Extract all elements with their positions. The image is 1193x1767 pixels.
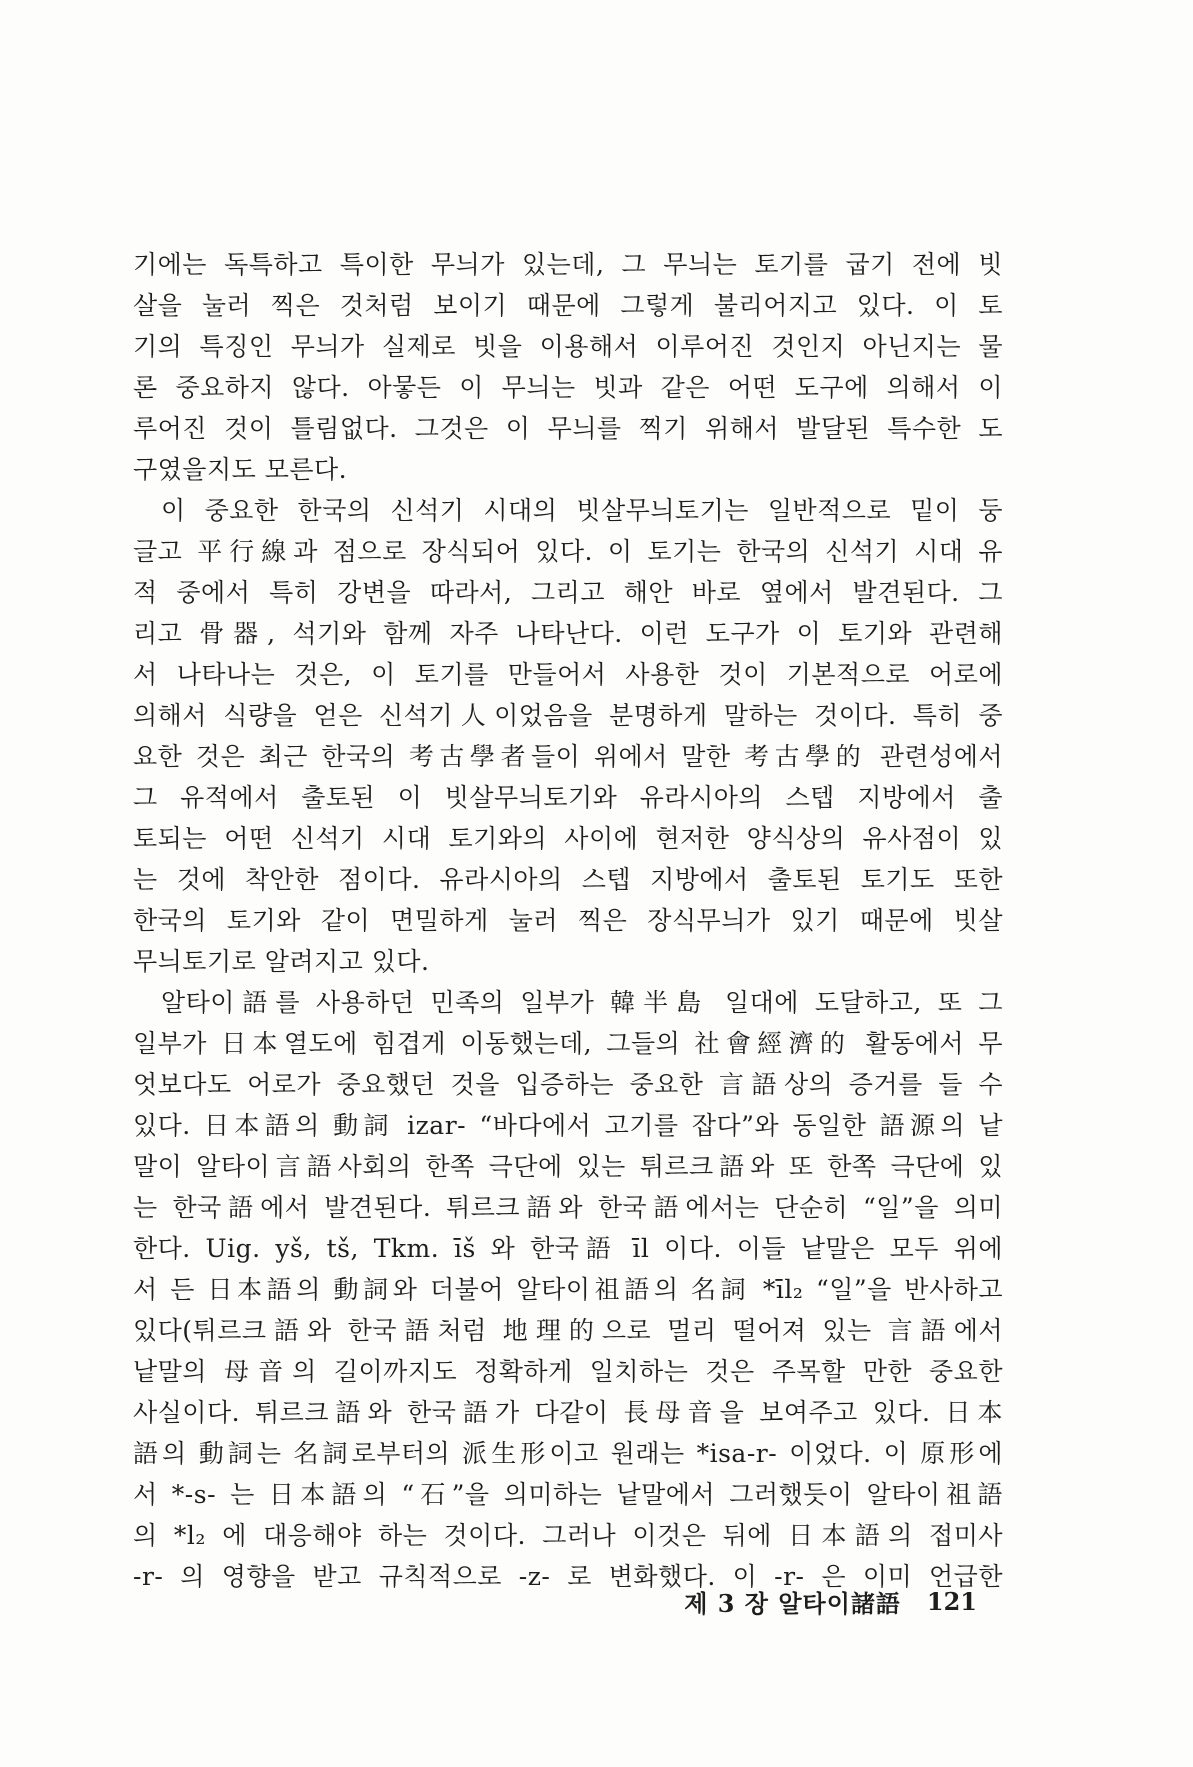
text-line: 한국의 토기와 같이 면밀하게 눌러 찍은 장식무늬가 있기 때문에 빗살: [133, 906, 1003, 935]
text-line: 알타이語를 사용하던 민족의 일부가 韓半島 일대에 도달하고, 또 그: [161, 988, 1003, 1017]
text-line: 語의 動詞는 名詞로부터의 派生形이고 원래는 *isa-r- 이었다. 이 原形에: [133, 1439, 1003, 1468]
text-line: 있다. 日本語의 動詞 izar- “바다에서 고기를 잡다”와 동일한 語源의 낱: [133, 1111, 1003, 1140]
text-line: 리고 骨器, 석기와 함께 자주 나타난다. 이런 도구가 이 토기와 관련해: [133, 619, 1003, 648]
text-line: 엇보다도 어로가 중요했던 것을 입증하는 중요한 言語상의 증거를 들 수: [133, 1070, 1003, 1099]
text-line: 서 *-s- 는 日本語의 “石”을 의미하는 낱말에서 그러했듯이 알타이祖語: [133, 1480, 1003, 1509]
text-line: 일부가 日本열도에 힘겹게 이동했는데, 그들의 社會經濟的 활동에서 무: [133, 1029, 1003, 1058]
text-line: 기에는 독특하고 특이한 무늬가 있는데, 그 무늬는 토기를 굽기 전에 빗: [133, 250, 1003, 279]
text-line: 한다. Uig. yš, tš, Tkm. īš 와 한국語 īl 이다. 이들 낱말은 모두 위에: [133, 1234, 1003, 1263]
text-line: 서 나타나는 것은, 이 토기를 만들어서 사용한 것이 기본적으로 어로에: [133, 660, 1003, 689]
text-line: 이 중요한 한국의 신석기 시대의 빗살무늬토기는 일반적으로 밑이 둥: [161, 496, 1003, 525]
text-line: 는 한국語에서 발견된다. 튀르크語와 한국語에서는 단순히 “일”을 의미: [133, 1193, 1003, 1222]
text-line: 의해서 식량을 얻은 신석기人이었음을 분명하게 말하는 것이다. 특히 중: [133, 701, 1003, 730]
text-line: 그 유적에서 출토된 이 빗살무늬토기와 유라시아의 스텝 지방에서 출: [133, 783, 1003, 812]
text-line: 사실이다. 튀르크語와 한국語가 다같이 長母音을 보여주고 있다. 日本: [133, 1398, 1003, 1427]
text-line: 낱말의 母音의 길이까지도 정확하게 일치하는 것은 주목할 만한 중요한: [133, 1357, 1003, 1386]
text-line: 론 중요하지 않다. 아뭏든 이 무늬는 빗과 같은 어떤 도구에 의해서 이: [133, 373, 1003, 402]
text-line: 구였을지도 모른다.: [133, 455, 348, 484]
text-line: 요한 것은 최근 한국의 考古學者들이 위에서 말한 考古學的 관련성에서: [133, 742, 1003, 771]
text-line: 토되는 어떤 신석기 시대 토기와의 사이에 현저한 양식상의 유사점이 있: [133, 824, 1003, 853]
page-footer: [684, 1583, 977, 1619]
text-line: 적 중에서 특히 강변을 따라서, 그리고 해안 바로 옆에서 발견된다. 그: [133, 578, 1003, 607]
text-line: 글고 平行線과 점으로 장식되어 있다. 이 토기는 한국의 신석기 시대 유: [133, 537, 1003, 566]
running-footer-chapter: 제 3 장 알타이諸語: [684, 1588, 901, 1618]
body-text: [133, 244, 1003, 1597]
text-line: 서 든 日本語의 動詞와 더불어 알타이祖語의 名詞 *īl₂ “일”을 반사하고: [133, 1275, 1003, 1304]
text-line: 있다(튀르크語와 한국語처럼 地理的으로 멀리 떨어져 있는 言語에서: [133, 1316, 1003, 1345]
text-line: 기의 특징인 무늬가 실제로 빗을 이용해서 이루어진 것인지 아닌지는 물: [133, 332, 1003, 361]
text-line: 말이 알타이言語사회의 한쪽 극단에 있는 튀르크語와 또 한쪽 극단에 있: [133, 1152, 1003, 1181]
text-line: 무늬토기로 알려지고 있다.: [133, 947, 430, 976]
page-number: 121: [926, 1586, 977, 1616]
text-line: -r- 의 영향을 받고 규칙적으로 -z- 로 변화했다. 이 -r- 은 이미 언급한: [133, 1562, 1003, 1591]
text-line: 살을 눌러 찍은 것처럼 보이기 때문에 그렇게 불리어지고 있다. 이 토: [133, 291, 1003, 320]
text-line: 는 것에 착안한 점이다. 유라시아의 스텝 지방에서 출토된 토기도 또한: [133, 865, 1003, 894]
text-line: 루어진 것이 틀림없다. 그것은 이 무늬를 찍기 위해서 발달된 특수한 도: [133, 414, 1003, 443]
text-line: 의 *l₂ 에 대응해야 하는 것이다. 그러나 이것은 뒤에 日本語의 접미사: [133, 1521, 1003, 1550]
